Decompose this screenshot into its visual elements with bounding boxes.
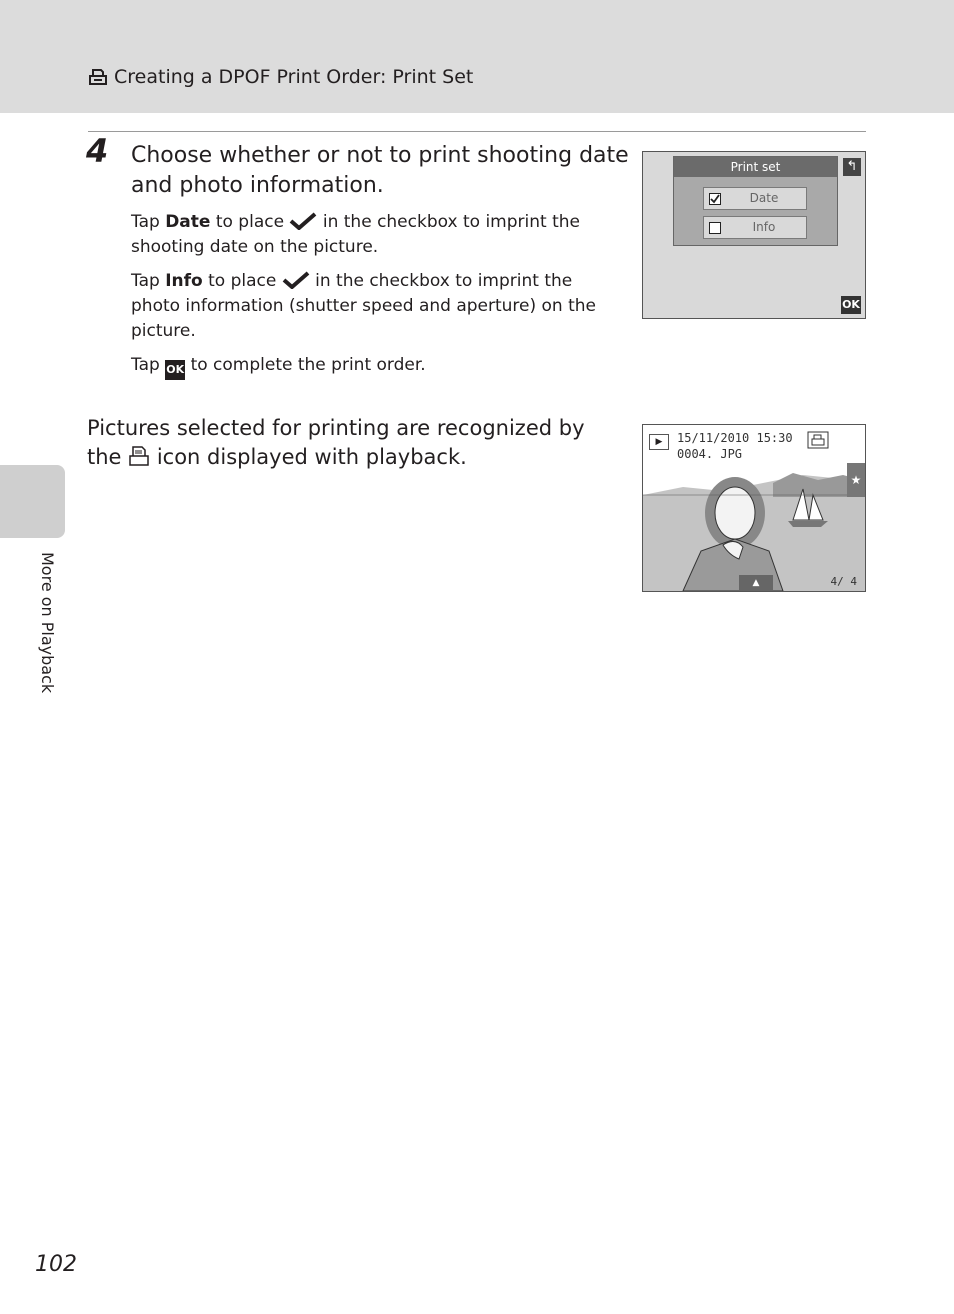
print-set-screen bbox=[642, 151, 866, 319]
print-order-indicator-icon bbox=[807, 431, 829, 449]
ok-instruction-pre: Tap bbox=[131, 355, 166, 375]
date-option-label: Date bbox=[749, 191, 779, 205]
print-order-icon bbox=[128, 445, 150, 467]
date-instruction bbox=[131, 210, 611, 260]
checkmark-icon bbox=[289, 212, 317, 230]
ok-instruction bbox=[131, 353, 611, 380]
print-set-panel bbox=[673, 156, 838, 246]
info-instruction-post: in the checkbox to imprint the photo information (shutter speed and aperture) on the picture. bbox=[131, 271, 597, 341]
info-option[interactable] bbox=[703, 216, 807, 239]
header-title-text: Creating a DPOF Print Order: Print Set bbox=[114, 66, 474, 88]
info-checkbox[interactable] bbox=[709, 222, 721, 234]
ok-button[interactable]: OK bbox=[841, 296, 861, 314]
info-instruction-bold: Info bbox=[165, 271, 203, 291]
checkmark-icon bbox=[282, 271, 310, 289]
star-rating-button[interactable]: ★ bbox=[847, 463, 865, 497]
step-number: 4 bbox=[86, 132, 109, 170]
section-rule bbox=[88, 131, 866, 132]
info-instruction bbox=[131, 269, 611, 344]
image-counter: 4/ 4 bbox=[830, 575, 857, 588]
date-instruction-pre: Tap bbox=[131, 212, 166, 232]
header-band bbox=[0, 0, 954, 113]
print-icon-note bbox=[87, 414, 617, 472]
step-heading: Choose whether or not to print shooting date and photo information. bbox=[131, 143, 629, 198]
date-instruction-mid: to place bbox=[210, 212, 290, 232]
print-order-icon bbox=[88, 67, 108, 87]
info-instruction-pre: Tap bbox=[131, 271, 166, 291]
page-number: 102 bbox=[35, 1252, 77, 1277]
date-instruction-post: in the checkbox to imprint the shooting date on the picture. bbox=[131, 212, 580, 257]
date-checkbox[interactable] bbox=[709, 193, 721, 205]
playback-screen bbox=[642, 424, 866, 592]
ok-icon: OK bbox=[165, 360, 185, 380]
section-tab bbox=[0, 465, 65, 538]
up-arrow-button[interactable]: ▲ bbox=[739, 575, 773, 591]
ok-instruction-post: to complete the print order. bbox=[185, 355, 426, 375]
print-set-title: Print set bbox=[674, 157, 837, 177]
section-label: More on Playback bbox=[38, 552, 57, 694]
back-arrow-icon[interactable]: ↰ bbox=[843, 158, 861, 176]
info-option-label: Info bbox=[752, 220, 776, 234]
header-title bbox=[88, 66, 473, 88]
date-option[interactable] bbox=[703, 187, 807, 210]
info-instruction-mid: to place bbox=[202, 271, 282, 291]
play-icon: ▶ bbox=[649, 434, 669, 450]
date-instruction-bold: Date bbox=[165, 212, 211, 232]
playback-filename: 0004. JPG bbox=[677, 447, 743, 461]
playback-datetime: 15/11/2010 15:30 bbox=[677, 431, 793, 445]
note-pre: Pictures selected for printing are recognized by the bbox=[87, 416, 585, 469]
note-post: icon displayed with playback. bbox=[150, 445, 467, 469]
